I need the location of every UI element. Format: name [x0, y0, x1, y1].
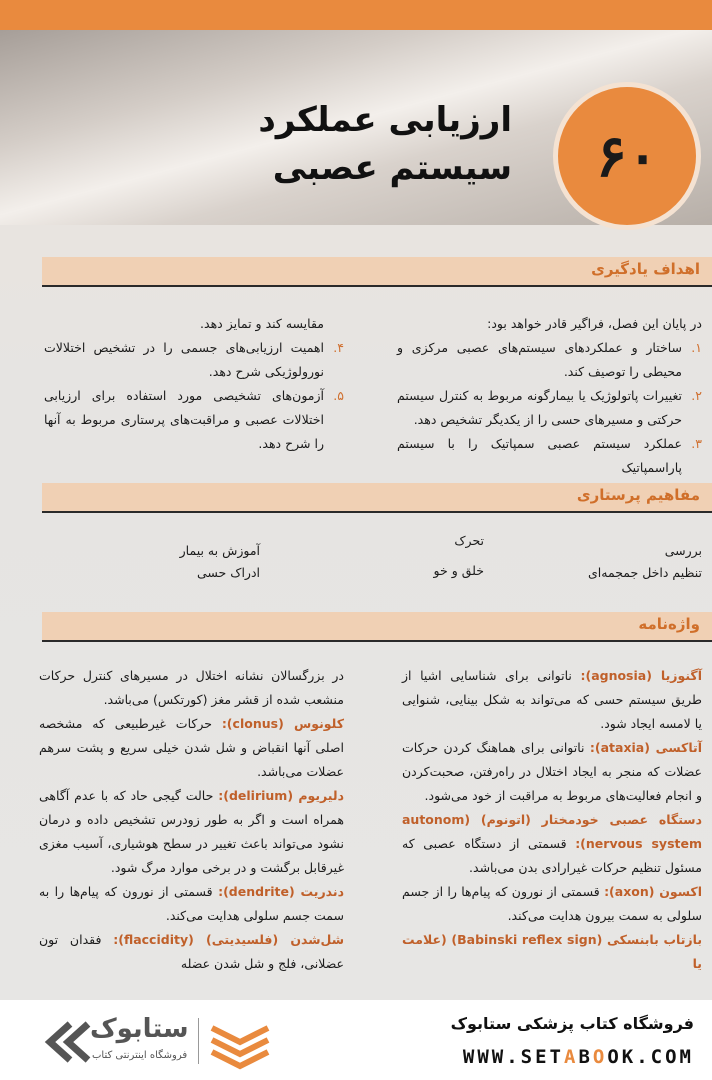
footer-url[interactable]: WWW.SETABOOK.COM [462, 1046, 694, 1068]
concept-item: خلق و خو [433, 563, 484, 578]
concepts-header [42, 483, 712, 513]
footer-store-name: فروشگاه کتاب پزشکی ستابوک [450, 1014, 694, 1033]
objective-item: مقایسه کند و تمایز دهد. [200, 316, 324, 331]
glossary-left-column [39, 664, 344, 976]
footer-brand: ستابوک [90, 1014, 189, 1044]
objective-item: ۳. عملکرد سیستم عصبی سمپاتیک را با سیستم پاراسمپاتیک [397, 436, 702, 475]
chapter-number-circle [553, 82, 701, 230]
top-orange-band [0, 0, 712, 30]
chapter-title-line2: سیستم عصبی [272, 148, 512, 188]
glossary-heading: واژه‌نامه [638, 615, 700, 633]
glossary-entry: کلونوس (clonus): حرکات غیرطبیعی که مشخصه اصلی آنها انقباض و شل شدن خیلی سریع و پشت سرهم عضلات می‌باشد. [39, 716, 344, 779]
concept-item: ادراک حسی [196, 565, 260, 580]
glossary-entry: شل‌شدن (فلسیدیتی) (flaccidity): فقدان تون عضلانی، فلج و شل شدن عضله [39, 932, 344, 971]
objective-item: ۱. ساختار و عملکردهای سیستم‌های عصبی مرکزی و محیطی را توصیف کند. [397, 340, 702, 379]
concept-item: تنظیم داخل جمجمه‌ای [588, 565, 702, 580]
glossary-entry: آتاکسی (ataxia): ناتوانی برای هماهنگ کردن حرکات عضلات که منجر به ایجاد اختلال در راه‌رفتن، صحبت‌کردن و انجام فعالیت‌های مربوط به مراقبت از خود می‌شود. [402, 740, 702, 803]
objective-item: ۴. اهمیت ارزیابی‌های جسمی را در تشخیص اختلالات نورولوژیکی شرح دهد. [44, 340, 344, 379]
objective-item: ۲. تغییرات پاتولوژیک یا بیمارگونه مربوط به کنترل سیستم حرکتی و مسیرهای حسی را از یکدیگر تشخیص دهد. [397, 388, 702, 427]
glossary-right-column [402, 664, 702, 976]
objective-item: ۵. آزمون‌های تشخیصی مورد استفاده برای ارزیابی اختلالات عصبی و مراقبت‌های پرستاری مربوط به آنها را شرح دهد. [44, 388, 344, 451]
glossary-entry: دندریت (dendrite): قسمتی از نورون که پیام‌ها را به سمت جسم سلولی هدایت می‌کند. [39, 884, 344, 923]
objectives-header [42, 257, 712, 287]
footer-brand-subtitle: فروشگاه اینترنتی کتاب [92, 1050, 188, 1061]
chapter-number: ۶۰ [595, 122, 659, 190]
glossary-entry: بازتاب بابنسکی (Babinski reflex sign) (علامت یا [402, 932, 703, 971]
glossary-entry: دستگاه عصبی خودمختار (اتونوم) (autonom nervous system): قسمتی از دستگاه عصبی که مسئول تنظیم حرکات غیرارادی بدن می‌باشد. [402, 812, 702, 875]
objectives-heading: اهداف یادگیری [591, 260, 700, 278]
objectives-left-column [44, 312, 344, 456]
glossary-entry: در بزرگسالان نشانه اختلال در مسیرهای کنترل حرکات منشعب شده از قشر مغز (کورتکس) می‌باشد. [39, 668, 344, 707]
objectives-intro: در پایان این فصل، فراگیر قادر خواهد بود: [487, 316, 702, 331]
concepts-heading: مفاهیم پرستاری [576, 486, 700, 504]
concept-item: بررسی [664, 543, 702, 558]
store-footer [0, 1000, 712, 1080]
glossary-entry: اکسون (axon): قسمتی از نورون که پیام‌ها را از جسم سلولی به سمت بیرون هدایت می‌کند. [402, 884, 702, 923]
concept-item: تحرک [454, 533, 484, 548]
glossary-entry: دلیریوم (delirium): حالت گیجی حاد که با عدم آگاهی همراه است و اگر به طور زودرس تشخیص داده و درمان نشود می‌تواند باعث تغییر در سطح هوشیاری، آسیب مغزی غیرقابل برگشت و در برخی موارد مرگ شود. [39, 788, 345, 875]
concept-item: آموزش به بیمار [179, 543, 260, 558]
chapter-title [258, 96, 512, 192]
chapter-title-line1: ارزیابی عملکرد [258, 100, 512, 140]
glossary-entry: آگنوزیا (agnosia): ناتوانی برای شناسایی اشیا از طریق سیستم حسی که می‌تواند به شکل بینایی، شنوایی یا لامسه ایجاد شود. [402, 668, 702, 731]
glossary-header [42, 612, 712, 642]
objectives-right-column [397, 312, 702, 480]
footer-divider [198, 1018, 199, 1064]
